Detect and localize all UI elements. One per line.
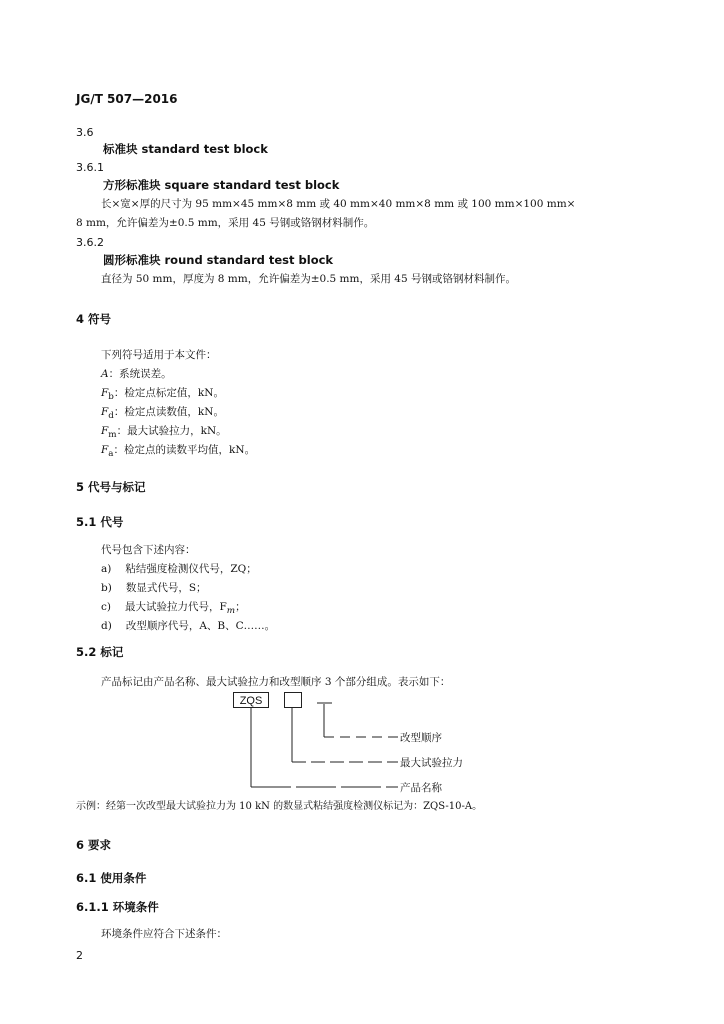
symbol-item: $F_a$：检定点的读数平均值，kN。 (101, 444, 256, 460)
subsection-heading: 5.2 标记 (76, 645, 124, 659)
paragraph-line: 长×宽×厚的尺寸为 95 mm×45 mm×8 mm 或 40 mm×40 mm×8 mm 或 100 mm×100 mm× (101, 198, 576, 210)
symbol-item: A：系统误差。 (101, 368, 172, 380)
section-heading: 5 代号与标记 (76, 480, 146, 494)
list-item: b) 数显式代号，S； (101, 582, 207, 594)
term-title: 方形标准块 square standard test block (103, 178, 340, 192)
term-title: 标准块 standard test block (103, 142, 268, 156)
paragraph-line: 直径为 50 mm，厚度为 8 mm，允许偏差为±0.5 mm，采用 45 号钢或铬钢材料制作。 (101, 273, 516, 285)
page-number: 2 (76, 949, 83, 962)
paragraph-line: 产品标记由产品名称、最大试验拉力和改型顺序 3 个部分组成。表示如下： (101, 676, 451, 688)
list-item: c) 最大试验拉力代号，$F_m$； (101, 601, 246, 617)
document-code: JG/T 507—2016 (76, 92, 178, 106)
clause-number: 3.6.1 (76, 161, 104, 174)
term-title: 圆形标准块 round standard test block (103, 253, 334, 267)
clause-number: 3.6.2 (76, 236, 104, 249)
paragraph-line: 环境条件应符合下述条件： (101, 928, 227, 940)
paragraph-line: 下列符号适用于本文件： (101, 349, 217, 361)
subsection-heading: 6.1 使用条件 (76, 871, 147, 885)
subsection-heading: 5.1 代号 (76, 515, 124, 529)
symbol-item: $F_b$：检定点标定值，kN。 (101, 387, 224, 403)
symbol-item: $F_m$：最大试验拉力，kN。 (101, 425, 227, 441)
paragraph-line: 代号包含下述内容： (101, 544, 196, 556)
clause-number: 3.6 (76, 126, 94, 139)
section-heading: 6 要求 (76, 838, 112, 852)
example-note: 示例：经第一次改型最大试验拉力为 10 kN 的数显式粘结强度检测仪标记为：ZQS-10-A。 (76, 801, 483, 812)
list-item: a) 粘结强度检测仪代号，ZQ； (101, 563, 257, 575)
symbol-item: $F_d$：检定点读数值，kN。 (101, 406, 224, 422)
diagram-label-product: 产品名称 (400, 782, 442, 794)
diagram-label-max-force: 最大试验拉力 (400, 757, 463, 769)
diagram-label-revision: 改型顺序 (400, 732, 442, 744)
product-code-box: ZQS (233, 692, 269, 708)
list-item: d) 改型顺序代号，A、B、C……。 (101, 620, 276, 632)
paragraph-line: 8 mm，允许偏差为±0.5 mm，采用 45 号钢或铬钢材料制作。 (76, 217, 375, 229)
subsection-heading: 6.1.1 环境条件 (76, 900, 159, 914)
section-heading: 4 符号 (76, 312, 112, 326)
